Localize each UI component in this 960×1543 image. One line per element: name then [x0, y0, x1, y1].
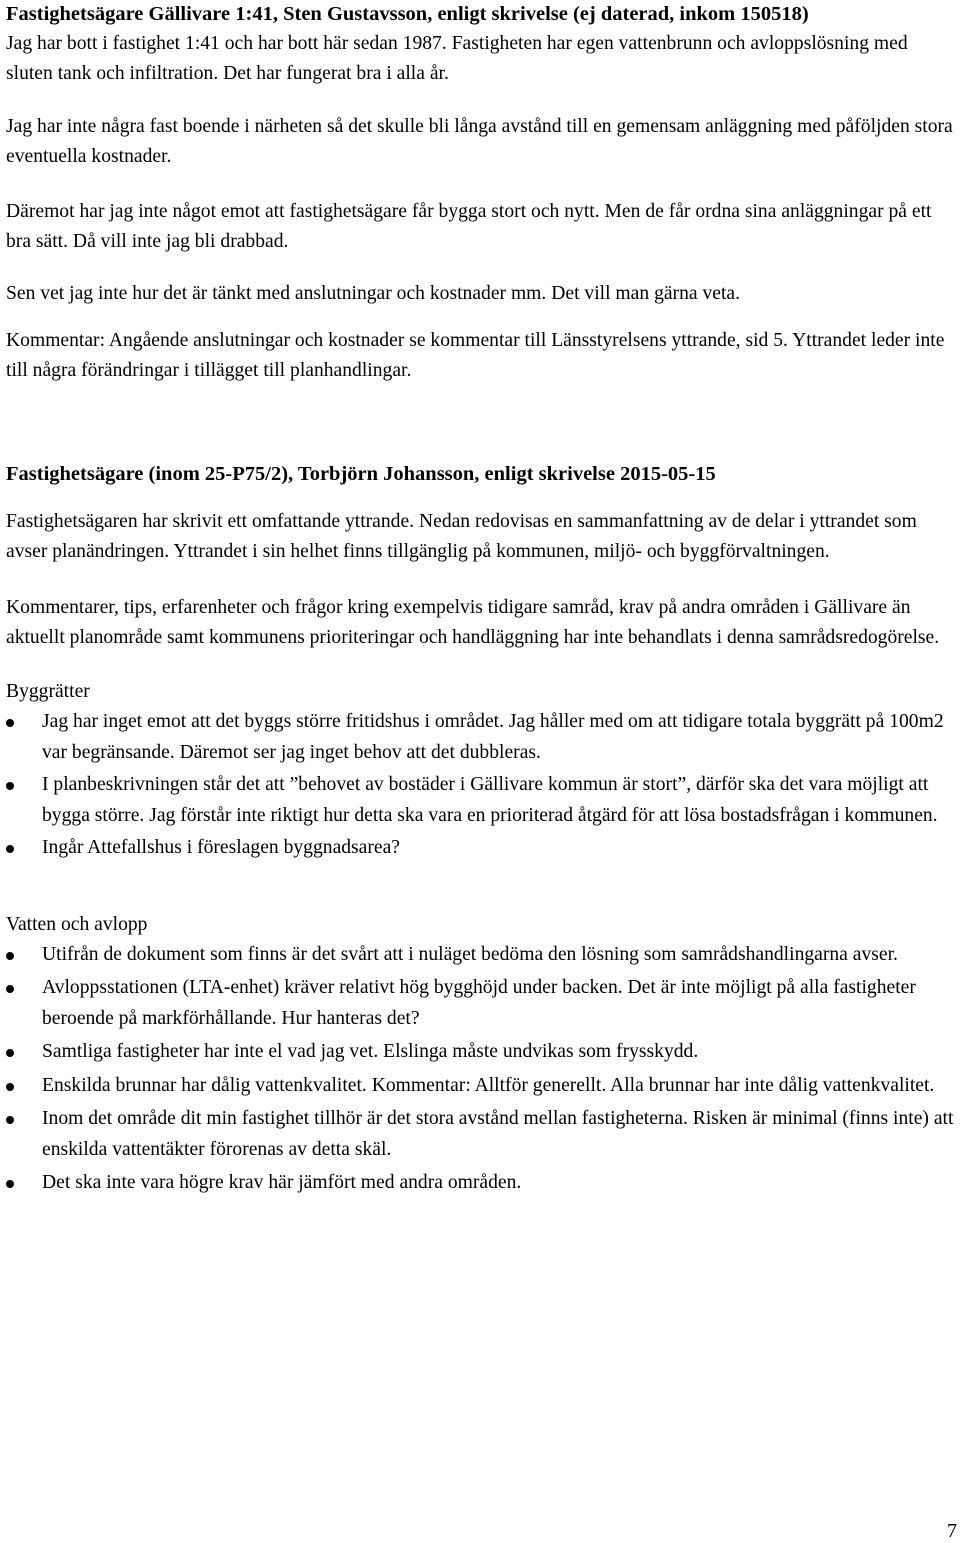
list-item	[6, 973, 956, 1034]
section1-paragraph-2: Jag har inte några fast boende i närheten så det skulle bli långa avstånd till en gemensam anläggning med påföljden stora eventuella kostnader.	[6, 116, 953, 167]
list-item	[6, 1104, 956, 1165]
bullet-icon	[6, 952, 14, 960]
section1-paragraph-3: Däremot har jag inte något emot att fastighetsägare får bygga stort och nytt. Men de får ordna sina anläggningar på ett bra sätt. Då vill inte jag bli drabbad.	[6, 201, 932, 252]
section1-comment: Kommentar: Angående anslutningar och kostnader se kommentar till Länsstyrelsens yttrande, sid 5. Yttrandet leder inte till några förändringar i tillägget till planhandlingar.	[6, 330, 945, 381]
bullet-icon	[6, 719, 14, 727]
list-item	[6, 940, 956, 971]
list-item-text: I planbeskrivningen står det att ”behovet av bostäder i Gällivare kommun är stort”, därför ska det vara möjligt att bygga större. Jag förstår inte riktigt hur detta ska vara en prioriterad åtgärd för att lösa bostadsfrågan i kommunen.	[42, 774, 938, 826]
section1-intro: Jag har bott i fastighet 1:41 och har bott här sedan 1987. Fastigheten har egen vattenbrunn och avloppslösning med sluten tank och infiltration. Det har fungerat bra i alla år.	[6, 33, 908, 84]
document-page	[6, 0, 956, 1199]
bullet-icon	[6, 1049, 14, 1057]
list-item	[6, 833, 956, 864]
section1-paragraph-4: Sen vet jag inte hur det är tänkt med anslutningar och kostnader mm. Det vill man gärna veta.	[6, 283, 741, 304]
vatten-title: Vatten och avlopp	[6, 913, 148, 935]
section2-paragraph-1: Fastighetsägaren har skrivit ett omfattande yttrande. Nedan redovisas en sammanfattning av de delar i yttrandet som avser planändringen. Yttrandet i sin helhet finns tillgänglig på kommunen, miljö- och byggförvaltningen.	[6, 511, 917, 562]
list-item	[6, 1071, 956, 1102]
vatten-list	[6, 940, 956, 1199]
section2-heading: Fastighetsägare (inom 25-P75/2), Torbjörn Johansson, enligt skrivelse 2015-05-15	[6, 463, 716, 485]
list-item	[6, 1037, 956, 1068]
list-item-text: Avloppsstationen (LTA-enhet) kräver relativt hög bygghöjd under backen. Det är inte möjligt på alla fastigheter beroende på markförhållande. Hur hanteras det?	[42, 977, 916, 1029]
bullet-icon	[6, 845, 14, 853]
list-item-text: Utifrån de dokument som finns är det svårt att i nuläget bedöma den lösning som samrådshandlingarna avser.	[42, 943, 898, 965]
list-item	[6, 770, 956, 831]
byggratter-list	[6, 707, 956, 864]
page-number: 7	[947, 1520, 957, 1542]
list-item-text: Det ska inte vara högre krav här jämfört med andra områden.	[42, 1172, 522, 1193]
list-item-text: Inom det område dit min fastighet tillhör är det stora avstånd mellan fastigheterna. Risken är minimal (finns inte) att enskilda vattentäkter förorenas av detta skäl.	[42, 1108, 954, 1160]
bullet-icon	[6, 1083, 14, 1091]
byggratter-title: Byggrätter	[6, 681, 90, 702]
list-item-text: Samtliga fastigheter har inte el vad jag vet. Elslinga måste undvikas som frysskydd.	[42, 1041, 699, 1062]
section2-paragraph-2: Kommentarer, tips, erfarenheter och frågor kring exempelvis tidigare samråd, krav på andra områden i Gällivare än aktuellt planområde samt kommunens prioriteringar och handläggning har inte behandlats i denna samrådsredogörelse.	[6, 597, 940, 648]
bullet-icon	[6, 782, 14, 790]
bullet-icon	[6, 1180, 14, 1188]
bullet-icon	[6, 985, 14, 993]
list-item-text: Ingår Attefallshus i föreslagen byggnadsarea?	[42, 837, 400, 858]
list-item-text: Jag har inget emot att det byggs större fritidshus i området. Jag håller med om att tidigare totala byggrätt på 100m2 var begränsande. Däremot ser jag inget behov att det dubbleras.	[42, 711, 944, 763]
bullet-icon	[6, 1116, 14, 1124]
section1-heading: Fastighetsägare Gällivare 1:41, Sten Gustavsson, enligt skrivelse (ej daterad, inkom 150518)	[6, 3, 809, 25]
list-item	[6, 1168, 956, 1199]
list-item-text: Enskilda brunnar har dålig vattenkvalitet. Kommentar: Alltför generellt. Alla brunnar har inte dålig vattenkvalitet.	[42, 1074, 935, 1096]
list-item	[6, 707, 956, 768]
